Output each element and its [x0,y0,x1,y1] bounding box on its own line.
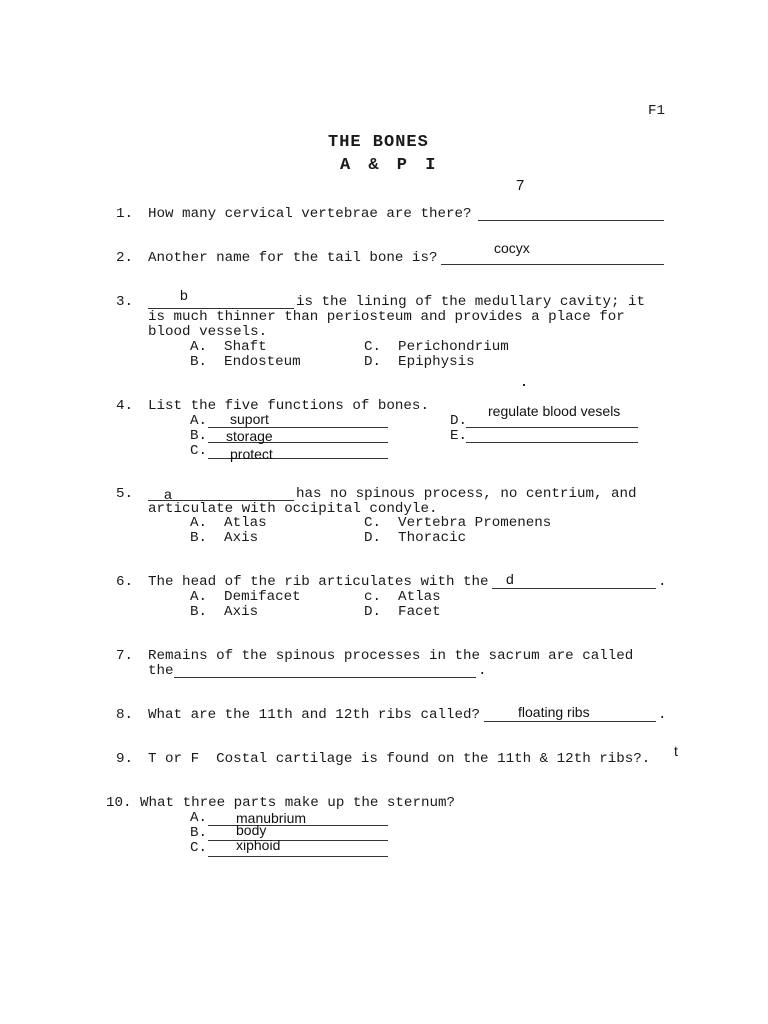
q9-number: 9. [116,751,134,767]
page-subtitle: A & P I [340,156,440,175]
q6-answer-line[interactable] [492,588,656,589]
q10-answer-b-line[interactable] [208,840,388,841]
q2-text: Another name for the tail bone is? [148,250,438,266]
q4-number: 4. [116,398,134,414]
q4-handwritten-answer-b: storage [226,428,273,444]
q10-label-b: B. [190,825,208,841]
q6-number: 6. [116,574,134,590]
q8-handwritten-answer: floating ribs [518,704,590,720]
q4-handwritten-answer-c: protect [230,446,273,462]
q5-option-a: A. Atlas [190,515,267,531]
q6-option-c: c. Atlas [364,589,441,605]
q4-label-e: E. [450,428,468,444]
q8-text: What are the 11th and 12th ribs called? [148,707,481,723]
q2-answer-line[interactable] [441,264,664,265]
page-code: F1 [648,103,666,119]
q6-period: . [658,574,667,590]
q3-option-b: B. Endosteum [190,354,301,370]
q4-label-d: D. [450,413,468,429]
q10-handwritten-answer-c: xiphoid [236,837,281,853]
score-mark: 7 [516,177,525,194]
q4-answer-d-line[interactable] [466,427,638,428]
q9-text: T or F Costal cartilage is found on the 11th & 12th ribs?. [148,751,651,767]
q3-handwritten-answer: b [180,287,188,303]
page-title: THE BONES [328,133,429,152]
q7-number: 7. [116,648,134,664]
q5-text-line1: has no spinous process, no centrium, and [296,486,637,502]
q3-option-d: D. Epiphysis [364,354,475,370]
q1-text: How many cervical vertebrae are there? [148,206,472,222]
q5-handwritten-answer: a [164,486,172,502]
q6-option-b: B. Axis [190,604,259,620]
q8-period: . [658,707,667,723]
q4-handwritten-answer-d: regulate blood vesels [488,403,621,419]
q7-text-line2: the [148,663,174,679]
q5-text-line2: articulate with occipital condyle. [148,501,438,517]
q8-answer-line[interactable] [484,721,656,722]
q5-option-d: D. Thoracic [364,530,467,546]
q4-label-c: C. [190,443,208,459]
q3-option-c: C. Perichondrium [364,339,509,355]
q7-period: . [478,663,487,679]
q6-option-a: A. Demifacet [190,589,301,605]
q10-handwritten-answer-a: manubrium [236,810,307,826]
q1-answer-line[interactable] [478,220,664,221]
q5-option-c: C. Vertebra Promenens [364,515,552,531]
q3-text-line3: blood vessels. [148,324,268,340]
q10-label-a: A. [190,810,208,826]
q10-number: 10. [106,795,132,811]
q5-option-b: B. Axis [190,530,259,546]
stray-dot [523,384,525,386]
q1-number: 1. [116,206,134,222]
q10-label-c: C. [190,840,208,856]
q10-answer-c-line[interactable] [208,856,388,857]
q8-number: 8. [116,707,134,723]
q9-handwritten-answer: t [674,743,678,759]
q6-option-d: D. Facet [364,604,441,620]
q3-text-line2: is much thinner than periosteum and provides a place for [148,309,625,325]
q3-number: 3. [116,294,134,310]
q10-text: What three parts make up the sternum? [140,795,456,811]
q4-label-a: A. [190,413,208,429]
q2-handwritten-answer: cocyx [494,240,530,256]
q3-option-a: A. Shaft [190,339,267,355]
q5-number: 5. [116,486,134,502]
q3-text-line1: is the lining of the medullary cavity; it [296,294,646,310]
q7-answer-line[interactable] [174,677,476,678]
q10-handwritten-answer-b: body [236,822,267,838]
q6-text: The head of the rib articulates with the [148,574,489,590]
q7-text-line1: Remains of the spinous processes in the sacrum are called [148,648,634,664]
q4-answer-e-line[interactable] [466,442,638,443]
q4-text: List the five functions of bones. [148,398,429,414]
q4-handwritten-answer-a: suport [230,411,269,427]
q2-number: 2. [116,250,134,266]
q4-label-b: B. [190,428,208,444]
q6-handwritten-answer: d [506,571,514,587]
